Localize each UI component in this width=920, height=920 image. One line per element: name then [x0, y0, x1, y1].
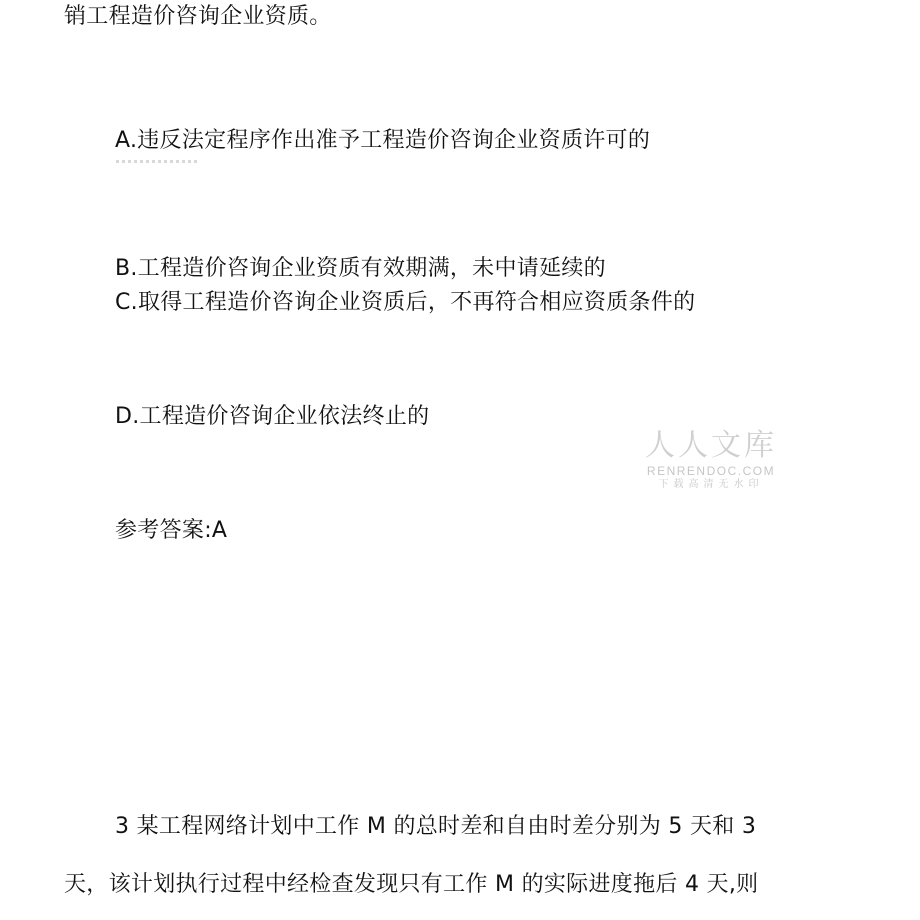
question-3-line-1: 3 某工程网络计划中工作 M 的总时差和自由时差分别为 5 天和 3: [115, 814, 757, 839]
option-d: D.工程造价咨询企业依法终止的: [115, 404, 430, 429]
watermark-title: 人人文库: [645, 428, 777, 463]
faint-scribble-mark: [116, 160, 198, 163]
watermark-slogan: 下载高清无水印: [658, 479, 764, 490]
renrendoc-watermark: [636, 428, 786, 492]
question-3-line-2: 天，该计划执行过程中经检查发现只有工作 M 的实际进度拖后 4 天,则: [64, 872, 759, 897]
intro-text-tail: 销工程造价咨询企业资质。: [64, 4, 332, 29]
option-a: A.违反法定程序作出准予工程造价咨询企业资质许可的: [115, 128, 651, 153]
option-c: C.取得工程造价咨询企业资质后，不再符合相应资质条件的: [115, 290, 696, 315]
option-b: B.工程造价咨询企业资质有效期满，未中请延续的: [115, 256, 606, 281]
reference-answer: 参考答案:A: [115, 518, 228, 543]
watermark-domain: RENRENDOC.COM: [646, 464, 776, 478]
